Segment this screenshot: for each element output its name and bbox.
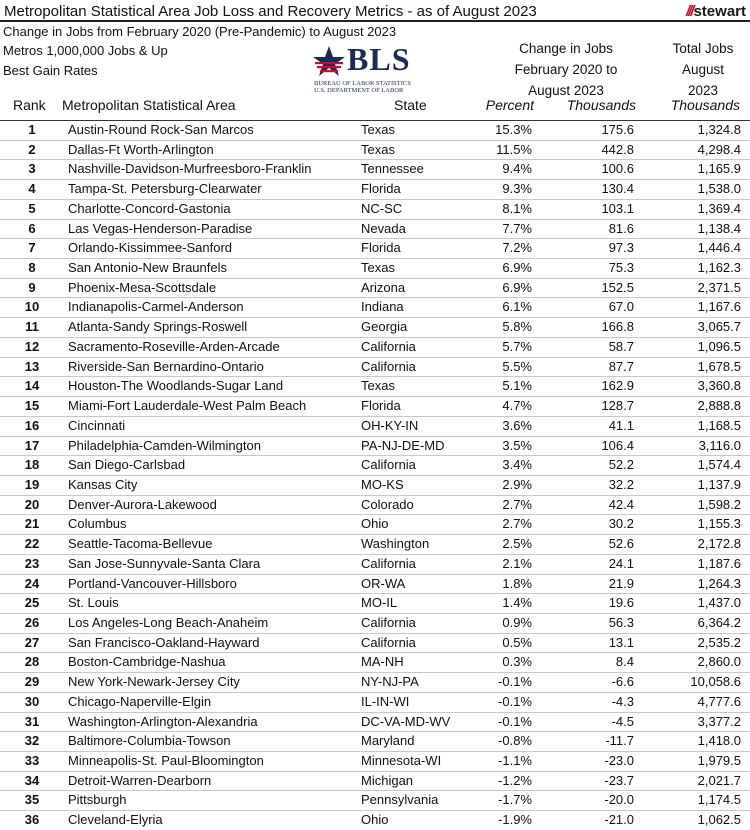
total-jobs-cell: 2,021.7 <box>697 772 741 788</box>
msa-cell: Tampa-St. Petersburg-Clearwater <box>68 181 262 197</box>
rank-cell: 15 <box>24 398 40 414</box>
msa-cell: Detroit-Warren-Dearborn <box>68 772 212 788</box>
bls-logo <box>312 41 468 94</box>
thousands-cell: 67.0 <box>608 299 634 315</box>
percent-cell: 5.1% <box>502 378 532 394</box>
rank-cell: 32 <box>24 733 40 749</box>
total-jobs-cell: 1,165.9 <box>697 161 741 177</box>
rank-cell: 21 <box>24 516 40 532</box>
rank-cell: 4 <box>28 181 36 197</box>
total-jobs-cell: 1,162.3 <box>697 260 741 276</box>
state-cell: OR-WA <box>361 575 406 591</box>
state-cell: NY-NJ-PA <box>361 674 419 690</box>
total-jobs-cell: 1,446.4 <box>697 240 741 256</box>
table-row <box>0 456 750 476</box>
thousands-cell: 41.1 <box>608 417 634 433</box>
rank-cell: 14 <box>24 378 40 394</box>
percent-cell: 9.4% <box>502 161 532 177</box>
state-cell: Ohio <box>361 812 389 828</box>
table-row <box>0 279 750 299</box>
thousands-cell: 100.6 <box>601 161 634 177</box>
rank-cell: 23 <box>24 555 40 571</box>
msa-cell: Dallas-Ft Worth-Arlington <box>68 141 214 157</box>
thousands-cell: 87.7 <box>608 358 634 374</box>
total-jobs-cell: 1,167.6 <box>697 299 741 315</box>
stewart-logo-mark-icon: /// <box>685 3 693 20</box>
state-cell: California <box>361 614 416 630</box>
rank-cell: 30 <box>24 693 40 709</box>
rank-cell: 19 <box>24 476 40 492</box>
percent-cell: 3.6% <box>502 417 532 433</box>
rank-cell: 29 <box>24 674 40 690</box>
table-row <box>0 594 750 614</box>
total-jobs-cell: 1,324.8 <box>697 122 741 137</box>
rank-cell: 6 <box>28 220 36 236</box>
rank-cell: 12 <box>24 338 40 354</box>
table-row <box>0 673 750 693</box>
percent-cell: 6.9% <box>502 279 532 295</box>
percent-cell: 6.9% <box>502 260 532 276</box>
column-header-state: State <box>394 97 427 113</box>
thousands-cell: 106.4 <box>601 437 634 453</box>
state-cell: MO-IL <box>361 595 398 611</box>
total-jobs-cell: 4,298.4 <box>697 141 741 157</box>
percent-cell: 2.9% <box>502 476 532 492</box>
msa-cell: Miami-Fort Lauderdale-West Palm Beach <box>68 398 307 414</box>
table-row <box>0 772 750 792</box>
change-header-line2: February 2020 to <box>514 62 618 77</box>
percent-cell: 9.3% <box>502 181 532 197</box>
total-jobs-cell: 3,377.2 <box>697 713 741 729</box>
state-cell: California <box>361 338 416 354</box>
table-row <box>0 318 750 338</box>
thousands-cell: -11.7 <box>605 733 634 749</box>
subtitle-gain: Best Gain Rates <box>3 63 98 78</box>
state-cell: Florida <box>361 181 401 197</box>
table-row <box>0 160 750 180</box>
msa-cell: San Diego-Carlsbad <box>68 457 186 473</box>
state-cell: NC-SC <box>361 200 403 216</box>
column-header-total-thousands: Thousands <box>670 97 740 113</box>
percent-cell: 15.3% <box>495 122 532 137</box>
rank-cell: 17 <box>24 437 40 453</box>
percent-cell: 6.1% <box>502 299 532 315</box>
table-row <box>0 141 750 161</box>
msa-cell: Baltimore-Columbia-Towson <box>68 733 231 749</box>
percent-cell: 0.9% <box>502 614 532 630</box>
thousands-cell: -23.0 <box>604 753 634 768</box>
table-row <box>0 515 750 535</box>
msa-cell: Portland-Vancouver-Hillsboro <box>68 575 237 591</box>
msa-cell: Kansas City <box>68 476 138 492</box>
thousands-cell: -20.0 <box>604 792 634 808</box>
table-row <box>0 377 750 397</box>
rank-cell: 16 <box>24 417 40 433</box>
total-jobs-cell: 1,062.5 <box>697 812 741 828</box>
percent-cell: 8.1% <box>502 200 532 216</box>
state-cell: Georgia <box>361 319 408 335</box>
total-jobs-cell: 6,364.2 <box>697 614 741 630</box>
percent-cell: 5.5% <box>502 358 532 374</box>
total-jobs-cell: 2,535.2 <box>697 634 741 650</box>
state-cell: PA-NJ-DE-MD <box>361 437 445 453</box>
table-row <box>0 614 750 634</box>
table-row <box>0 791 750 811</box>
total-jobs-cell: 1,096.5 <box>697 338 741 354</box>
msa-cell: Austin-Round Rock-San Marcos <box>68 122 254 137</box>
msa-cell: Riverside-San Bernardino-Ontario <box>68 358 264 374</box>
change-in-jobs-header <box>498 38 634 101</box>
total-jobs-cell: 2,860.0 <box>697 654 741 670</box>
table-row <box>0 298 750 318</box>
table-row <box>0 535 750 555</box>
thousands-cell: -6.6 <box>611 674 634 690</box>
table-row <box>0 437 750 457</box>
table-row <box>0 496 750 516</box>
msa-cell: Indianapolis-Carmel-Anderson <box>68 299 244 315</box>
bls-logo-line2: U.S. DEPARTMENT OF LABOR <box>314 87 404 94</box>
thousands-cell: 30.2 <box>608 516 634 532</box>
msa-cell: Phoenix-Mesa-Scottsdale <box>68 279 217 295</box>
total-jobs-cell: 2,888.8 <box>697 398 741 414</box>
percent-cell: 3.4% <box>502 457 532 473</box>
thousands-cell: 175.6 <box>601 122 634 137</box>
thousands-cell: 13.1 <box>608 634 634 650</box>
msa-cell: Denver-Aurora-Lakewood <box>68 496 217 512</box>
state-cell: California <box>361 457 416 473</box>
page-title: Metropolitan Statistical Area Job Loss and Recovery Metrics - as of August 2023 <box>4 3 537 20</box>
rank-cell: 28 <box>24 654 40 670</box>
thousands-cell: 97.3 <box>608 240 634 256</box>
rank-cell: 10 <box>24 299 40 315</box>
msa-cell: Philadelphia-Camden-Wilmington <box>68 437 261 453</box>
state-cell: Minnesota-WI <box>361 753 442 768</box>
rank-cell: 33 <box>24 753 40 768</box>
state-cell: MO-KS <box>361 476 404 492</box>
thousands-cell: 58.7 <box>608 338 634 354</box>
total-jobs-cell: 1,678.5 <box>697 358 741 374</box>
stewart-logo <box>686 3 746 20</box>
stewart-logo-text: stewart <box>693 3 746 20</box>
rank-cell: 24 <box>24 575 40 591</box>
total-jobs-cell: 1,437.0 <box>697 595 741 611</box>
rank-cell: 8 <box>28 260 36 276</box>
msa-cell: St. Louis <box>68 595 119 611</box>
thousands-cell: 128.7 <box>601 398 634 414</box>
table-row <box>0 634 750 654</box>
msa-cell: Boston-Cambridge-Nashua <box>68 654 226 670</box>
state-cell: Nevada <box>361 220 406 236</box>
total-jobs-cell: 1,264.3 <box>697 575 741 591</box>
state-cell: Ohio <box>361 516 389 532</box>
total-jobs-cell: 1,174.5 <box>697 792 741 808</box>
column-header-thousands: Thousands <box>566 97 636 113</box>
msa-cell: Washington-Arlington-Alexandria <box>68 713 258 729</box>
rank-cell: 22 <box>24 536 40 552</box>
thousands-cell: 75.3 <box>608 260 634 276</box>
total-jobs-cell: 1,538.0 <box>697 181 741 197</box>
msa-cell: Cleveland-Elyria <box>68 812 163 828</box>
state-cell: IL-IN-WI <box>361 693 410 709</box>
percent-cell: 4.7% <box>502 398 532 414</box>
percent-cell: 2.1% <box>502 555 532 571</box>
percent-cell: 2.5% <box>502 536 532 552</box>
state-cell: OH-KY-IN <box>361 417 419 433</box>
percent-cell: 7.7% <box>502 220 532 236</box>
msa-cell: Houston-The Woodlands-Sugar Land <box>68 378 284 394</box>
column-header-percent: Percent <box>485 97 534 113</box>
state-cell: Washington <box>361 536 430 552</box>
state-cell: Texas <box>361 122 395 137</box>
table-row <box>0 811 750 830</box>
thousands-cell: 152.5 <box>601 279 634 295</box>
state-cell: California <box>361 555 416 571</box>
rank-cell: 27 <box>24 634 40 650</box>
state-cell: California <box>361 358 416 374</box>
rank-cell: 35 <box>24 792 40 808</box>
thousands-cell: 21.9 <box>608 575 634 591</box>
thousands-cell: 52.6 <box>608 536 634 552</box>
percent-cell: -1.7% <box>498 792 532 808</box>
msa-cell: San Francisco-Oakland-Hayward <box>68 634 260 650</box>
state-cell: Colorado <box>361 496 414 512</box>
state-cell: MA-NH <box>361 654 404 670</box>
state-cell: Pennsylvania <box>361 792 439 808</box>
thousands-cell: 19.6 <box>608 595 634 611</box>
title-bar <box>0 0 750 22</box>
state-cell: Texas <box>361 260 395 276</box>
percent-cell: 0.3% <box>502 654 532 670</box>
percent-cell: 11.5% <box>496 141 532 157</box>
bls-star-flag-icon <box>312 44 346 78</box>
total-jobs-cell: 1,138.4 <box>697 220 741 236</box>
table-row <box>0 220 750 240</box>
rank-cell: 13 <box>24 358 40 374</box>
table-row <box>0 358 750 378</box>
column-header-msa: Metropolitan Statistical Area <box>62 97 236 113</box>
state-cell: Tennessee <box>361 161 424 177</box>
column-header-rank: Rank <box>13 97 46 113</box>
table-row <box>0 397 750 417</box>
rank-cell: 31 <box>24 713 40 729</box>
state-cell: Florida <box>361 398 401 414</box>
thousands-cell: -21.0 <box>604 812 634 828</box>
state-cell: California <box>361 634 416 650</box>
thousands-cell: 162.9 <box>601 378 634 394</box>
rank-cell: 36 <box>24 812 40 828</box>
msa-cell: Chicago-Naperville-Elgin <box>68 693 212 709</box>
bls-logo-text: BLS <box>347 41 411 77</box>
subtitle-metros: Metros 1,000,000 Jobs & Up <box>3 43 168 58</box>
thousands-cell: 52.2 <box>608 457 634 473</box>
rank-cell: 1 <box>28 122 36 137</box>
table-row <box>0 180 750 200</box>
total-jobs-cell: 4,777.6 <box>697 693 741 709</box>
table-row <box>0 476 750 496</box>
subtitle-change: Change in Jobs from February 2020 (Pre-Pandemic) to August 2023 <box>3 24 397 39</box>
percent-cell: -0.8% <box>498 733 532 749</box>
total-jobs-cell: 10,058.6 <box>690 674 741 690</box>
msa-cell: Las Vegas-Henderson-Paradise <box>68 220 253 236</box>
percent-cell: 1.8% <box>502 575 532 591</box>
thousands-cell: 42.4 <box>608 496 634 512</box>
table-row <box>0 555 750 575</box>
total-header-line1: Total Jobs <box>672 41 734 56</box>
state-cell: Maryland <box>361 733 415 749</box>
total-jobs-cell: 2,172.8 <box>697 536 741 552</box>
percent-cell: 0.5% <box>502 634 532 650</box>
percent-cell: 2.7% <box>502 496 532 512</box>
total-jobs-cell: 1,574.4 <box>697 457 741 473</box>
thousands-cell: 81.6 <box>608 220 634 236</box>
percent-cell: -1.2% <box>498 772 532 788</box>
total-jobs-cell: 1,369.4 <box>697 200 741 216</box>
msa-cell: Columbus <box>68 516 127 532</box>
total-jobs-cell: 1,418.0 <box>697 733 741 749</box>
thousands-cell: 8.4 <box>615 654 634 670</box>
total-jobs-cell: 1,979.5 <box>697 753 741 768</box>
msa-cell: Pittsburgh <box>68 792 127 808</box>
rank-cell: 34 <box>24 772 40 788</box>
change-header-line1: Change in Jobs <box>519 41 613 56</box>
table-row <box>0 417 750 437</box>
total-jobs-cell: 1,168.5 <box>697 417 741 433</box>
percent-cell: -1.1% <box>498 753 532 768</box>
state-cell: Arizona <box>361 279 406 295</box>
rank-cell: 20 <box>24 496 40 512</box>
total-jobs-cell: 3,065.7 <box>697 319 741 335</box>
thousands-cell: 103.1 <box>601 200 634 216</box>
total-jobs-cell: 1,187.6 <box>697 555 741 571</box>
percent-cell: -1.9% <box>498 812 532 828</box>
rank-cell: 9 <box>28 279 36 295</box>
msa-cell: New York-Newark-Jersey City <box>68 674 240 690</box>
msa-cell: Cincinnati <box>68 417 126 433</box>
thousands-cell: 166.8 <box>601 319 634 335</box>
thousands-cell: 442.8 <box>601 141 634 157</box>
thousands-cell: -4.3 <box>611 693 634 709</box>
percent-cell: -0.1% <box>498 713 532 729</box>
rank-cell: 2 <box>28 141 36 157</box>
state-cell: Texas <box>361 378 395 394</box>
table-row <box>0 575 750 595</box>
msa-cell: Minneapolis-St. Paul-Bloomington <box>68 753 264 768</box>
change-header-line3: August 2023 <box>528 83 604 98</box>
percent-cell: 5.8% <box>502 319 532 335</box>
msa-cell: Sacramento-Roseville-Arden-Arcade <box>68 338 280 354</box>
percent-cell: 2.7% <box>502 516 532 532</box>
data-table <box>0 120 750 830</box>
total-jobs-cell: 2,371.5 <box>697 279 741 295</box>
rank-cell: 7 <box>28 240 36 256</box>
table-row <box>0 653 750 673</box>
total-jobs-cell: 3,360.8 <box>697 378 741 394</box>
msa-cell: Seattle-Tacoma-Bellevue <box>68 536 213 552</box>
msa-cell: San Jose-Sunnyvale-Santa Clara <box>68 555 261 571</box>
total-jobs-header <box>660 38 746 101</box>
total-jobs-cell: 1,155.3 <box>697 516 741 532</box>
total-jobs-cell: 1,137.9 <box>697 476 741 492</box>
rank-cell: 5 <box>28 200 36 216</box>
table-row <box>0 200 750 220</box>
msa-cell: Nashville-Davidson-Murfreesboro-Franklin <box>68 161 312 177</box>
total-jobs-cell: 1,598.2 <box>697 496 741 512</box>
table-row <box>0 693 750 713</box>
table-row <box>0 338 750 358</box>
percent-cell: -0.1% <box>498 674 532 690</box>
state-cell: DC-VA-MD-WV <box>361 713 451 729</box>
total-header-line3: 2023 <box>687 83 719 98</box>
thousands-cell: 32.2 <box>608 476 634 492</box>
msa-cell: Charlotte-Concord-Gastonia <box>68 200 231 216</box>
table-row <box>0 259 750 279</box>
msa-cell: Atlanta-Sandy Springs-Roswell <box>68 319 248 335</box>
percent-cell: 5.7% <box>502 338 532 354</box>
bls-logo-line1: BUREAU OF LABOR STATISTICS <box>314 80 411 87</box>
table-row <box>0 239 750 259</box>
state-cell: Indiana <box>361 299 404 315</box>
state-cell: Michigan <box>361 772 414 788</box>
table-row <box>0 752 750 772</box>
thousands-cell: 56.3 <box>608 614 634 630</box>
state-cell: Florida <box>361 240 401 256</box>
msa-cell: Orlando-Kissimmee-Sanford <box>68 240 233 256</box>
thousands-cell: 130.4 <box>601 181 634 197</box>
table-row <box>0 713 750 733</box>
msa-cell: San Antonio-New Braunfels <box>68 260 227 276</box>
msa-cell: Los Angeles-Long Beach-Anaheim <box>68 614 269 630</box>
thousands-cell: 24.1 <box>608 555 634 571</box>
state-cell: Texas <box>361 141 395 157</box>
percent-cell: 3.5% <box>502 437 532 453</box>
rank-cell: 25 <box>24 595 40 611</box>
rank-cell: 3 <box>28 161 36 177</box>
thousands-cell: -23.7 <box>604 772 634 788</box>
total-header-line2: August <box>681 62 725 77</box>
percent-cell: 7.2% <box>502 240 532 256</box>
rank-cell: 26 <box>24 614 40 630</box>
table-row <box>0 732 750 752</box>
rank-cell: 11 <box>25 319 39 335</box>
percent-cell: 1.4% <box>502 595 532 611</box>
percent-cell: -0.1% <box>498 693 532 709</box>
thousands-cell: -4.5 <box>611 713 634 729</box>
rank-cell: 18 <box>24 457 40 473</box>
table-row <box>0 121 750 141</box>
total-jobs-cell: 3,116.0 <box>698 437 741 453</box>
